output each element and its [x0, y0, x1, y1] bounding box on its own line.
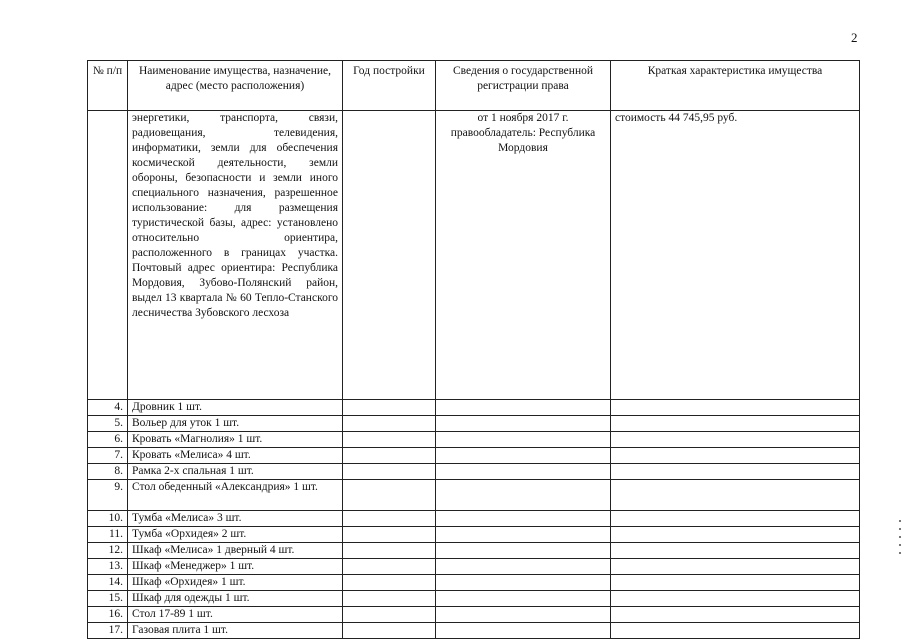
row-property-name: Газовая плита 1 шт. [128, 623, 343, 639]
row-construction-year [343, 416, 436, 432]
row-property-name: Стол 17-89 1 шт. [128, 607, 343, 623]
row-number: 15. [88, 591, 128, 607]
row-registration-info [436, 448, 611, 464]
row-registration-info [436, 432, 611, 448]
row-number: 5. [88, 416, 128, 432]
row-registration-info [436, 607, 611, 623]
table-row [88, 543, 860, 559]
header-characteristics: Краткая характеристика имущества [611, 61, 860, 111]
row-property-name: Кровать «Магнолия» 1 шт. [128, 432, 343, 448]
row-registration-info [436, 543, 611, 559]
row-characteristics [611, 543, 860, 559]
row-characteristics [611, 527, 860, 543]
header-property-name: Наименование имущества, назначение, адрес (место расположения) [128, 61, 343, 111]
row-number: 12. [88, 543, 128, 559]
row-property-name: Шкаф для одежды 1 шт. [128, 591, 343, 607]
row-registration-info [436, 623, 611, 639]
row-number: 17. [88, 623, 128, 639]
row-characteristics [611, 559, 860, 575]
header-registration-info: Сведения о государственной регистрации права [436, 61, 611, 111]
row-number: 13. [88, 559, 128, 575]
table-row [88, 575, 860, 591]
row-characteristics [611, 607, 860, 623]
row-property-name: Шкаф «Менеджер» 1 шт. [128, 559, 343, 575]
row-property-name: Дровник 1 шт. [128, 400, 343, 416]
row-construction-year [343, 480, 436, 511]
row-number: 6. [88, 432, 128, 448]
row-characteristics [611, 416, 860, 432]
row-property-name: Шкаф «Орхидея» 1 шт. [128, 575, 343, 591]
table-row [88, 607, 860, 623]
row-number: 7. [88, 448, 128, 464]
row-characteristics [611, 591, 860, 607]
scan-margin-marks [898, 515, 902, 575]
row-construction-year [343, 559, 436, 575]
row-construction-year [343, 464, 436, 480]
row-characteristics [611, 448, 860, 464]
row-registration-info [436, 511, 611, 527]
table-row [88, 432, 860, 448]
row-construction-year [343, 448, 436, 464]
row-registration-info [436, 416, 611, 432]
row-number: 11. [88, 527, 128, 543]
row-property-name: Вольер для уток 1 шт. [128, 416, 343, 432]
row-property-name: Тумба «Орхидея» 2 шт. [128, 527, 343, 543]
row-registration-info [436, 464, 611, 480]
property-table [87, 60, 860, 639]
page-number: 2 [851, 30, 858, 45]
row-number [88, 111, 128, 400]
row-registration-info [436, 559, 611, 575]
row-number: 16. [88, 607, 128, 623]
row-number: 9. [88, 480, 128, 511]
row-characteristics [611, 575, 860, 591]
row-property-name: энергетики, транспорта, связи, радиовещания, телевидения, информатики, земли для обеспечения космической деятельности, земли обороны, безопасности и земли иного специального назначения, разрешенное использование: для размещения туристической базы, адрес: установлено относительно ориентира, расположенного в границах участка. Почтовый адрес ориентира: Республика Мордовия, Зубово-Полянский район, выдел 13 квартала № 60 Тепло-Станского лесничества Зубовского лесхоза [128, 111, 343, 400]
table-row [88, 623, 860, 639]
row-registration-info: от 1 ноября 2017 г. правообладатель: Республика Мордовия [436, 111, 611, 400]
row-registration-info [436, 575, 611, 591]
row-characteristics: стоимость 44 745,95 руб. [611, 111, 860, 400]
row-characteristics [611, 480, 860, 511]
table-row [88, 527, 860, 543]
row-construction-year [343, 400, 436, 416]
row-construction-year [343, 432, 436, 448]
row-construction-year [343, 591, 436, 607]
row-characteristics [611, 432, 860, 448]
row-number: 14. [88, 575, 128, 591]
row-number: 8. [88, 464, 128, 480]
row-construction-year [343, 543, 436, 559]
row-property-name: Тумба «Мелиса» 3 шт. [128, 511, 343, 527]
row-characteristics [611, 511, 860, 527]
table-row [88, 480, 860, 511]
row-construction-year [343, 527, 436, 543]
row-property-name: Шкаф «Мелиса» 1 дверный 4 шт. [128, 543, 343, 559]
row-characteristics [611, 623, 860, 639]
row-registration-info [436, 591, 611, 607]
table-row [88, 511, 860, 527]
table-row [88, 448, 860, 464]
row-characteristics [611, 464, 860, 480]
row-property-name: Рамка 2-х спальная 1 шт. [128, 464, 343, 480]
row-construction-year [343, 623, 436, 639]
row-number: 10. [88, 511, 128, 527]
row-registration-info [436, 527, 611, 543]
row-property-name: Кровать «Мелиса» 4 шт. [128, 448, 343, 464]
row-construction-year [343, 607, 436, 623]
header-construction-year: Год постройки [343, 61, 436, 111]
row-construction-year [343, 511, 436, 527]
row-construction-year [343, 575, 436, 591]
table-header-row [88, 61, 860, 111]
header-number: № п/п [88, 61, 128, 111]
row-registration-info [436, 400, 611, 416]
row-construction-year [343, 111, 436, 400]
table-row [88, 416, 860, 432]
table-row [88, 400, 860, 416]
row-property-name: Стол обеденный «Александрия» 1 шт. [128, 480, 343, 511]
table-row [88, 591, 860, 607]
row-registration-info [436, 480, 611, 511]
row-number: 4. [88, 400, 128, 416]
row-characteristics [611, 400, 860, 416]
table-row [88, 464, 860, 480]
table-row [88, 111, 860, 400]
table-row [88, 559, 860, 575]
